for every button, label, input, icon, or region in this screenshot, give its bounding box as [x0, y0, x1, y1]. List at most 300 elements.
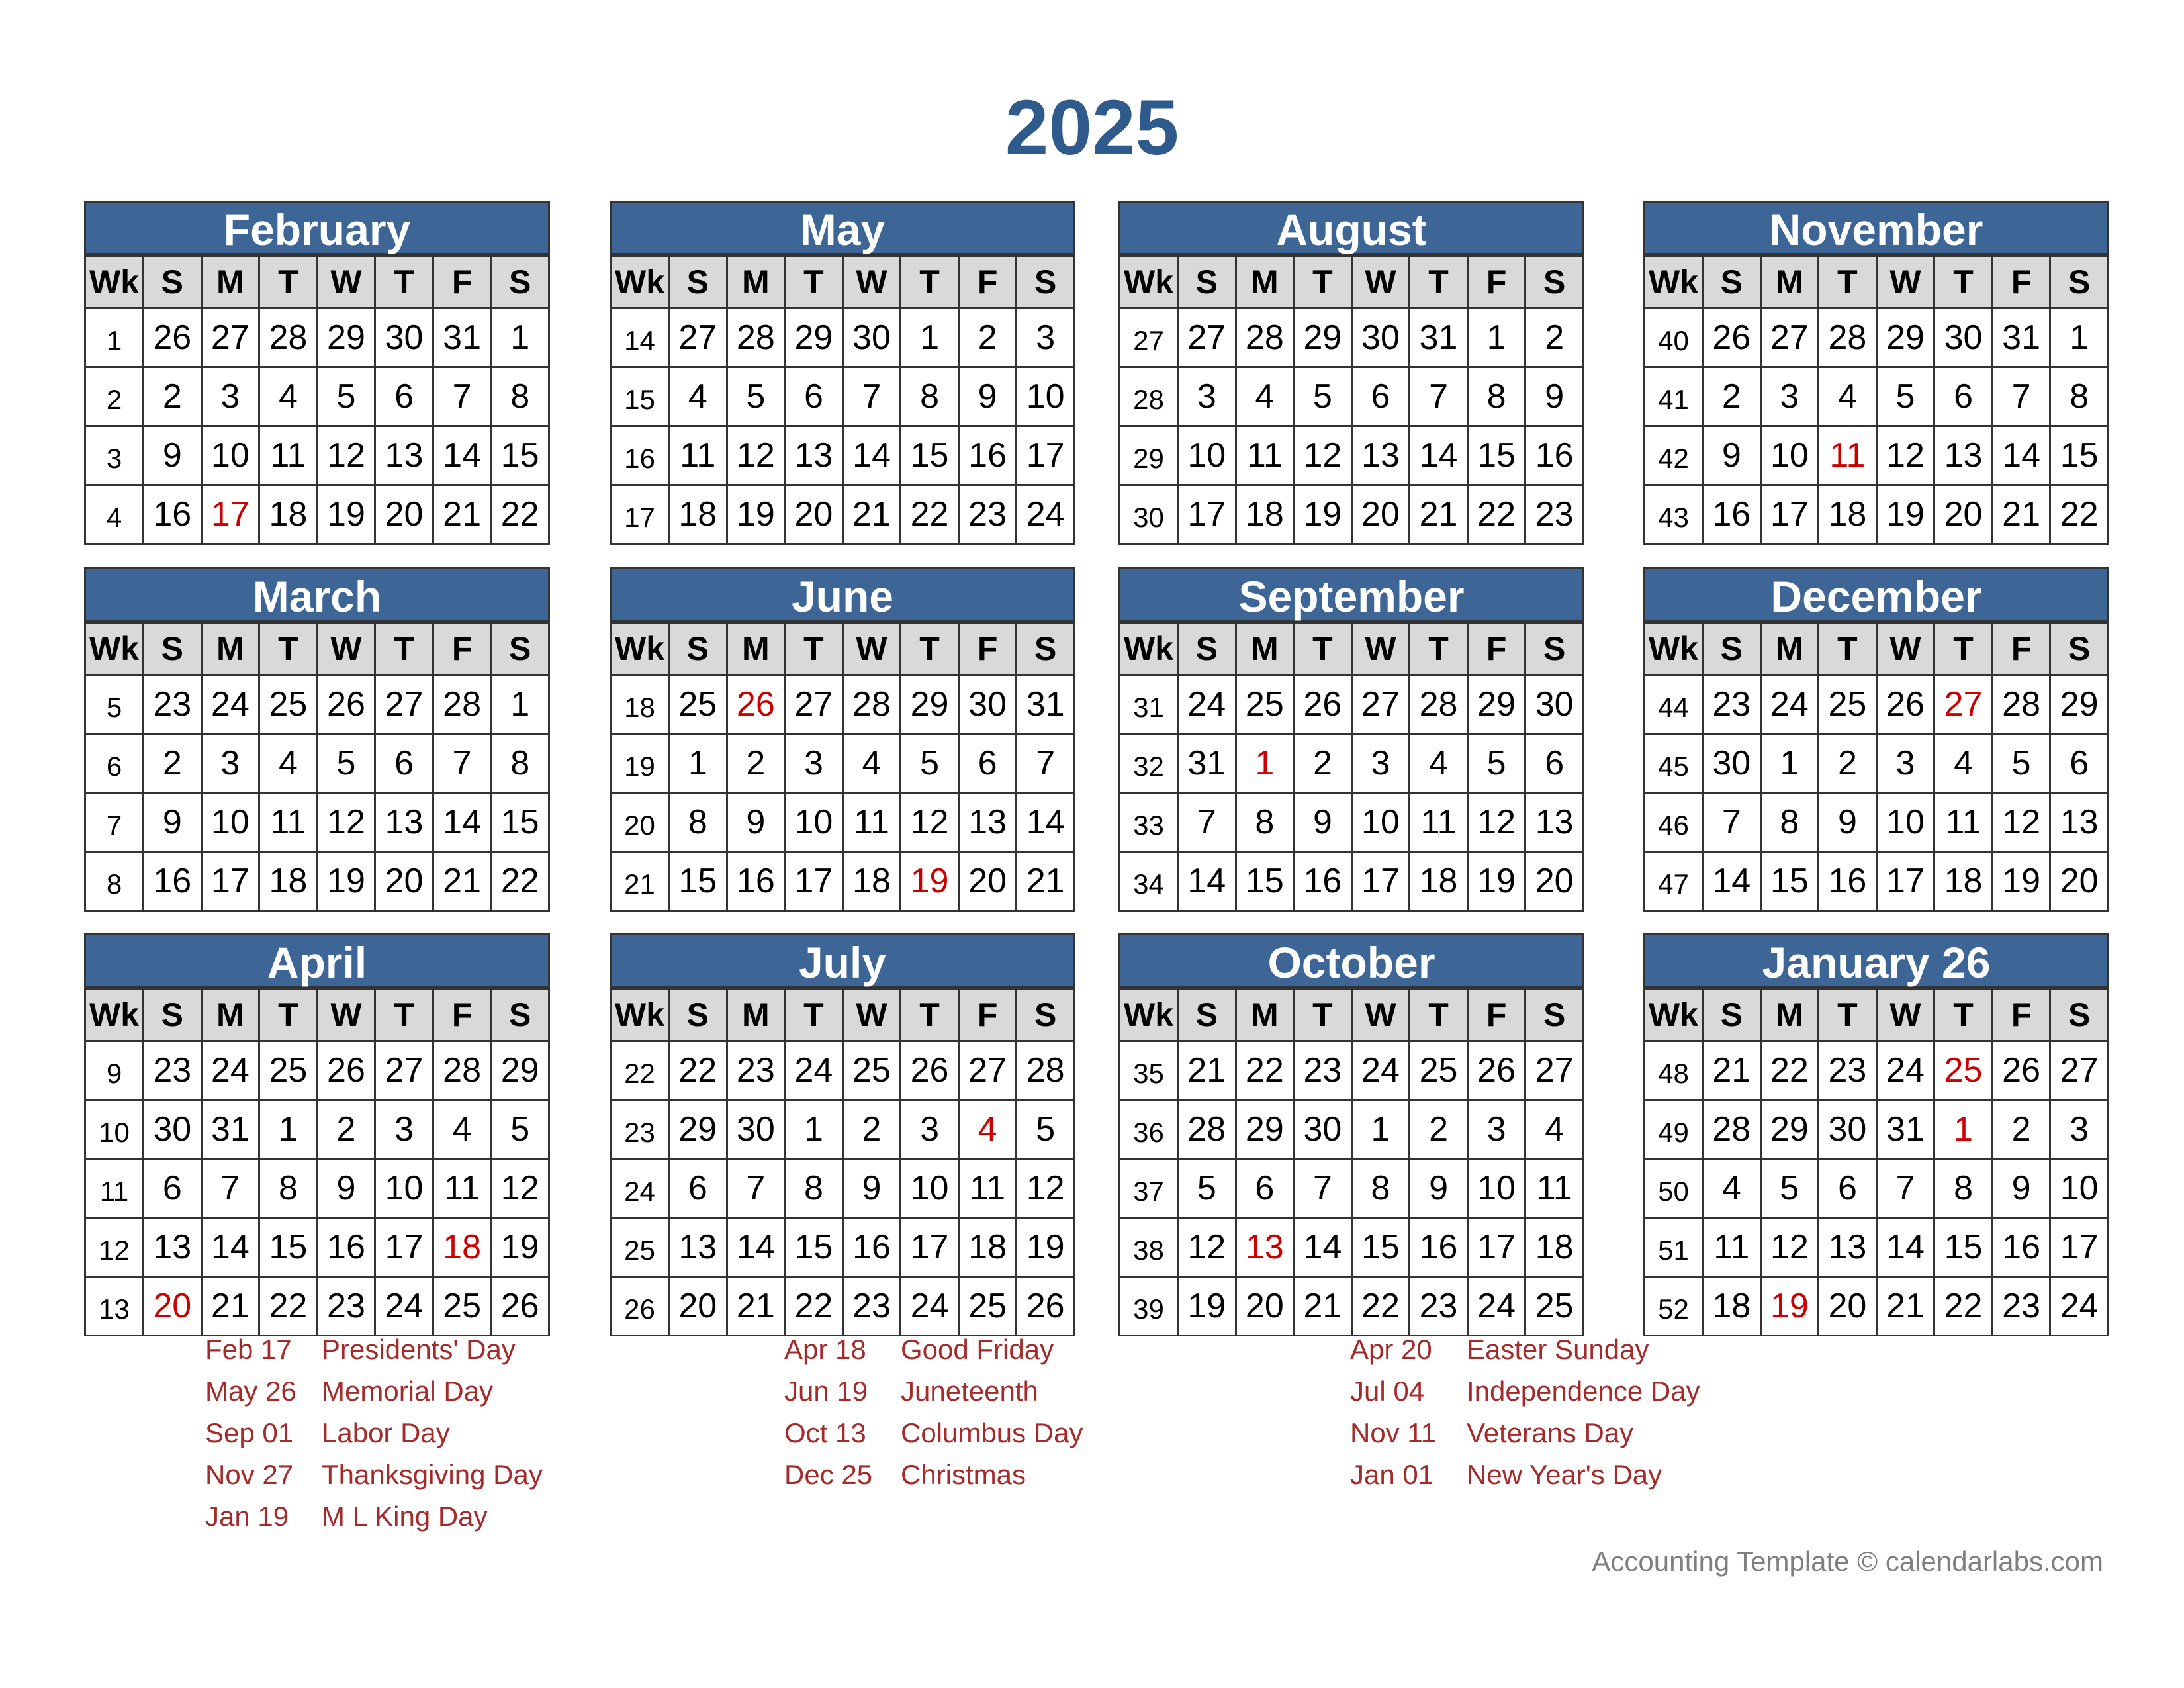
day-cell: 27	[375, 675, 433, 734]
holiday-day-cell: 17	[201, 485, 259, 544]
day-cell: 15	[785, 1218, 843, 1277]
weekday-header: T	[1294, 989, 1352, 1041]
day-cell: 19	[491, 1218, 549, 1277]
day-cell: 5	[1467, 734, 1525, 793]
holiday-day-cell: 26	[727, 675, 785, 734]
day-cell: 3	[2050, 1100, 2109, 1159]
month-name: February	[84, 201, 550, 255]
day-cell: 3	[201, 367, 259, 426]
day-cell: 25	[842, 1041, 901, 1100]
day-cell: 18	[1934, 852, 1993, 911]
day-cell: 30	[1525, 675, 1584, 734]
weekday-header: T	[1410, 256, 1468, 308]
week-number: 33	[1120, 793, 1178, 852]
day-cell: 5	[491, 1100, 549, 1159]
day-cell: 7	[1876, 1159, 1934, 1218]
holiday-item	[784, 1334, 1083, 1376]
day-cell: 9	[1410, 1159, 1468, 1218]
day-cell: 24	[201, 675, 259, 734]
weekday-header: W	[1876, 989, 1934, 1041]
day-cell: 1	[901, 308, 959, 367]
week-number: 37	[1120, 1159, 1178, 1218]
day-cell: 12	[1017, 1159, 1075, 1218]
day-cell: 21	[1410, 485, 1468, 544]
day-cell: 25	[259, 675, 318, 734]
day-cell: 26	[317, 1041, 375, 1100]
weekday-header: T	[1294, 256, 1352, 308]
day-cell: 15	[1236, 852, 1294, 911]
weekday-header: S	[1703, 256, 1761, 308]
day-cell: 20	[375, 485, 433, 544]
month-grid	[84, 622, 550, 912]
holiday-day-cell: 27	[1934, 675, 1993, 734]
day-cell: 13	[958, 793, 1017, 852]
weekday-header: S	[2050, 623, 2109, 675]
week-row	[1120, 1277, 1584, 1336]
day-cell: 22	[669, 1041, 727, 1100]
day-cell: 24	[2050, 1277, 2109, 1336]
day-cell: 9	[317, 1159, 375, 1218]
holiday-name: Easter Sunday	[1467, 1334, 1649, 1365]
day-cell: 6	[375, 367, 433, 426]
week-number: 11	[85, 1159, 144, 1218]
day-cell: 23	[958, 485, 1017, 544]
day-cell: 18	[842, 852, 901, 911]
week-row	[1645, 675, 2109, 734]
month-grid	[1643, 988, 2109, 1336]
day-cell: 22	[1467, 485, 1525, 544]
month-name: January 26	[1643, 933, 2109, 988]
week-row	[611, 367, 1075, 426]
weekday-header: W	[842, 989, 901, 1041]
day-cell: 9	[727, 793, 785, 852]
weekday-header: T	[1294, 623, 1352, 675]
day-cell: 8	[1236, 793, 1294, 852]
day-cell: 31	[1876, 1100, 1934, 1159]
day-cell: 24	[901, 1277, 959, 1336]
day-cell: 12	[901, 793, 959, 852]
day-cell: 17	[1467, 1218, 1525, 1277]
week-number-header: Wk	[1645, 256, 1703, 308]
day-cell: 18	[1819, 485, 1877, 544]
day-cell: 5	[1876, 367, 1934, 426]
day-cell: 27	[1525, 1041, 1584, 1100]
day-cell: 4	[259, 367, 318, 426]
day-cell: 7	[727, 1159, 785, 1218]
day-cell: 20	[375, 852, 433, 911]
week-row	[611, 1218, 1075, 1277]
day-cell: 4	[1525, 1100, 1584, 1159]
day-cell: 15	[259, 1218, 318, 1277]
day-cell: 12	[1760, 1218, 1819, 1277]
day-cell: 12	[1992, 793, 2050, 852]
day-cell: 16	[1819, 852, 1877, 911]
weekday-header: T	[901, 623, 959, 675]
weekday-header: W	[1351, 256, 1410, 308]
day-cell: 22	[1934, 1277, 1993, 1336]
day-cell: 8	[669, 793, 727, 852]
day-cell: 30	[375, 308, 433, 367]
weekday-header: S	[2050, 256, 2109, 308]
week-row	[85, 367, 549, 426]
day-cell: 17	[1760, 485, 1819, 544]
day-cell: 24	[785, 1041, 843, 1100]
week-number-header: Wk	[85, 623, 144, 675]
week-number-header: Wk	[611, 989, 669, 1041]
day-cell: 7	[1992, 367, 2050, 426]
month-block	[84, 567, 550, 912]
holiday-day-cell: 1	[1236, 734, 1294, 793]
holiday-day-cell: 18	[433, 1218, 491, 1277]
day-cell: 15	[491, 793, 549, 852]
day-cell: 1	[669, 734, 727, 793]
day-cell: 12	[1467, 793, 1525, 852]
weekday-header: W	[842, 623, 901, 675]
week-row	[1120, 367, 1584, 426]
week-number: 21	[611, 852, 669, 911]
day-cell: 31	[201, 1100, 259, 1159]
holiday-day-cell: 13	[1236, 1218, 1294, 1277]
day-cell: 9	[144, 426, 202, 485]
weekday-header: M	[727, 623, 785, 675]
day-cell: 30	[727, 1100, 785, 1159]
week-number: 36	[1120, 1100, 1178, 1159]
day-cell: 4	[1703, 1159, 1761, 1218]
holiday-item	[784, 1376, 1083, 1417]
week-number: 25	[611, 1218, 669, 1277]
day-cell: 13	[1934, 426, 1993, 485]
week-number: 18	[611, 675, 669, 734]
day-cell: 25	[1819, 675, 1877, 734]
day-cell: 31	[1992, 308, 2050, 367]
day-cell: 21	[433, 485, 491, 544]
day-cell: 9	[1819, 793, 1877, 852]
day-cell: 22	[1236, 1041, 1294, 1100]
day-cell: 10	[901, 1159, 959, 1218]
weekday-header: M	[1760, 256, 1819, 308]
day-cell: 5	[1017, 1100, 1075, 1159]
day-cell: 23	[1819, 1041, 1877, 1100]
week-row	[1120, 793, 1584, 852]
week-row	[85, 675, 549, 734]
day-cell: 11	[958, 1159, 1017, 1218]
weekday-header: T	[1819, 256, 1877, 308]
day-cell: 18	[1236, 485, 1294, 544]
week-number-header: Wk	[1120, 256, 1178, 308]
weekday-header: T	[259, 623, 318, 675]
day-cell: 15	[669, 852, 727, 911]
month-name: September	[1118, 567, 1584, 622]
day-cell: 29	[1467, 675, 1525, 734]
day-cell: 29	[1236, 1100, 1294, 1159]
week-number: 34	[1120, 852, 1178, 911]
day-cell: 13	[1525, 793, 1584, 852]
weekday-header: T	[1819, 623, 1877, 675]
weekday-header: S	[491, 623, 549, 675]
week-number: 14	[611, 308, 669, 367]
day-cell: 29	[2050, 675, 2109, 734]
holiday-date: Jul 04	[1350, 1376, 1425, 1407]
day-cell: 8	[1351, 1159, 1410, 1218]
week-number: 27	[1120, 308, 1178, 367]
day-cell: 14	[842, 426, 901, 485]
week-number: 35	[1120, 1041, 1178, 1100]
week-number: 8	[85, 852, 144, 911]
weekday-header: S	[491, 256, 549, 308]
week-number-header: Wk	[611, 256, 669, 308]
day-cell: 19	[1992, 852, 2050, 911]
day-cell: 23	[1410, 1277, 1468, 1336]
day-cell: 1	[1351, 1100, 1410, 1159]
holiday-name: New Year's Day	[1467, 1459, 1662, 1490]
week-number-header: Wk	[85, 256, 144, 308]
day-cell: 22	[785, 1277, 843, 1336]
day-cell: 4	[1819, 367, 1877, 426]
month-grid	[610, 988, 1075, 1336]
month-name: April	[84, 933, 550, 988]
day-cell: 5	[1760, 1159, 1819, 1218]
day-cell: 16	[317, 1218, 375, 1277]
day-cell: 25	[1236, 675, 1294, 734]
day-cell: 17	[1351, 852, 1410, 911]
day-cell: 24	[375, 1277, 433, 1336]
day-cell: 18	[1410, 852, 1468, 911]
day-cell: 9	[1294, 793, 1352, 852]
footer-credit: Accounting Template © calendarlabs.com	[1592, 1546, 2103, 1577]
week-number: 50	[1645, 1159, 1703, 1218]
week-number: 13	[85, 1277, 144, 1336]
day-cell: 28	[433, 675, 491, 734]
week-number: 4	[85, 485, 144, 544]
week-number: 10	[85, 1100, 144, 1159]
day-cell: 25	[1525, 1277, 1584, 1336]
day-cell: 3	[1760, 367, 1819, 426]
day-cell: 1	[1760, 734, 1819, 793]
day-cell: 18	[259, 485, 318, 544]
day-cell: 15	[491, 426, 549, 485]
week-row	[1120, 734, 1584, 793]
week-number: 32	[1120, 734, 1178, 793]
day-cell: 2	[1410, 1100, 1468, 1159]
day-cell: 31	[1017, 675, 1075, 734]
day-cell: 12	[317, 793, 375, 852]
day-cell: 24	[1467, 1277, 1525, 1336]
day-cell: 8	[1934, 1159, 1993, 1218]
day-cell: 28	[1992, 675, 2050, 734]
day-cell: 30	[1294, 1100, 1352, 1159]
day-cell: 23	[842, 1277, 901, 1336]
day-cell: 11	[259, 793, 318, 852]
week-row	[1645, 1218, 2109, 1277]
holiday-name: Christmas	[901, 1459, 1026, 1490]
day-cell: 20	[958, 852, 1017, 911]
month-block	[84, 933, 550, 1336]
day-cell: 16	[144, 485, 202, 544]
weekday-header: T	[1934, 989, 1993, 1041]
day-cell: 7	[433, 367, 491, 426]
day-cell: 5	[901, 734, 959, 793]
weekday-header: S	[1703, 989, 1761, 1041]
day-cell: 27	[669, 308, 727, 367]
day-cell: 25	[669, 675, 727, 734]
week-number: 15	[611, 367, 669, 426]
day-cell: 7	[842, 367, 901, 426]
weekday-header: S	[1017, 989, 1075, 1041]
week-number: 48	[1645, 1041, 1703, 1100]
week-row	[85, 1159, 549, 1218]
holiday-item	[1350, 1459, 1700, 1501]
day-cell: 8	[259, 1159, 318, 1218]
day-cell: 2	[144, 367, 202, 426]
weekday-header: W	[1351, 623, 1410, 675]
day-cell: 13	[669, 1218, 727, 1277]
holiday-column	[784, 1334, 1083, 1501]
weekday-header: W	[1876, 256, 1934, 308]
day-cell: 27	[2050, 1041, 2109, 1100]
day-cell: 3	[785, 734, 843, 793]
day-cell: 16	[1410, 1218, 1468, 1277]
week-number: 49	[1645, 1100, 1703, 1159]
day-cell: 22	[2050, 485, 2109, 544]
day-cell: 10	[201, 426, 259, 485]
weekday-header: S	[1178, 989, 1236, 1041]
weekday-header: M	[1236, 623, 1294, 675]
day-cell: 28	[1703, 1100, 1761, 1159]
day-cell: 21	[1992, 485, 2050, 544]
week-row	[85, 426, 549, 485]
day-cell: 10	[785, 793, 843, 852]
week-row	[85, 793, 549, 852]
day-cell: 2	[958, 308, 1017, 367]
holiday-item	[784, 1417, 1083, 1459]
day-cell: 8	[785, 1159, 843, 1218]
week-row	[1645, 734, 2109, 793]
weekday-header: S	[491, 989, 549, 1041]
month-grid	[610, 255, 1075, 545]
day-cell: 11	[1934, 793, 1993, 852]
day-cell: 24	[1760, 675, 1819, 734]
day-cell: 1	[491, 675, 549, 734]
day-cell: 20	[1819, 1277, 1877, 1336]
day-cell: 21	[1703, 1041, 1761, 1100]
week-number: 47	[1645, 852, 1703, 911]
holiday-name: Independence Day	[1467, 1376, 1700, 1407]
weekday-header: S	[1525, 989, 1584, 1041]
day-cell: 8	[491, 367, 549, 426]
weekday-header: S	[1525, 623, 1584, 675]
day-cell: 4	[669, 367, 727, 426]
week-number: 30	[1120, 485, 1178, 544]
day-cell: 26	[1017, 1277, 1075, 1336]
day-cell: 8	[1467, 367, 1525, 426]
day-cell: 14	[1294, 1218, 1352, 1277]
day-cell: 14	[201, 1218, 259, 1277]
week-number: 3	[85, 426, 144, 485]
day-cell: 24	[1876, 1041, 1934, 1100]
day-cell: 27	[958, 1041, 1017, 1100]
week-row	[611, 793, 1075, 852]
day-cell: 28	[433, 1041, 491, 1100]
week-row	[611, 734, 1075, 793]
day-cell: 2	[1525, 308, 1584, 367]
day-cell: 5	[317, 367, 375, 426]
day-cell: 19	[1178, 1277, 1236, 1336]
week-row	[1120, 1100, 1584, 1159]
day-cell: 3	[901, 1100, 959, 1159]
day-cell: 12	[317, 426, 375, 485]
week-number: 44	[1645, 675, 1703, 734]
month-grid	[1643, 255, 2109, 545]
day-cell: 31	[1410, 308, 1468, 367]
day-cell: 29	[317, 308, 375, 367]
week-number: 24	[611, 1159, 669, 1218]
day-cell: 12	[1876, 426, 1934, 485]
weekday-header: T	[375, 989, 433, 1041]
day-cell: 6	[375, 734, 433, 793]
week-number: 46	[1645, 793, 1703, 852]
weekday-header: S	[1178, 623, 1236, 675]
weekday-header: M	[201, 623, 259, 675]
day-cell: 16	[144, 852, 202, 911]
day-cell: 18	[1703, 1277, 1761, 1336]
month-block	[1118, 567, 1584, 912]
day-cell: 9	[1992, 1159, 2050, 1218]
day-cell: 26	[317, 675, 375, 734]
day-cell: 1	[785, 1100, 843, 1159]
day-cell: 27	[375, 1041, 433, 1100]
day-cell: 26	[1703, 308, 1761, 367]
day-cell: 10	[2050, 1159, 2109, 1218]
weekday-header: T	[1819, 989, 1877, 1041]
week-number-header: Wk	[611, 623, 669, 675]
day-cell: 26	[1467, 1041, 1525, 1100]
weekday-header: F	[433, 256, 491, 308]
day-cell: 6	[669, 1159, 727, 1218]
day-cell: 12	[727, 426, 785, 485]
day-cell: 30	[1351, 308, 1410, 367]
holiday-item	[205, 1334, 543, 1376]
day-cell: 11	[259, 426, 318, 485]
week-row	[1120, 426, 1584, 485]
day-cell: 14	[1876, 1218, 1934, 1277]
weekday-header: T	[785, 256, 843, 308]
holiday-column	[1350, 1334, 1700, 1501]
holiday-name: Good Friday	[901, 1334, 1054, 1365]
week-row	[1645, 308, 2109, 367]
day-cell: 11	[842, 793, 901, 852]
week-row	[1120, 485, 1584, 544]
day-cell: 14	[1017, 793, 1075, 852]
week-row	[611, 1041, 1075, 1100]
day-cell: 17	[2050, 1218, 2109, 1277]
day-cell: 29	[1760, 1100, 1819, 1159]
weekday-header: W	[1876, 623, 1934, 675]
day-cell: 13	[785, 426, 843, 485]
weekday-header: W	[842, 256, 901, 308]
day-cell: 19	[317, 852, 375, 911]
month-grid	[1118, 622, 1584, 912]
day-cell: 21	[1178, 1041, 1236, 1100]
day-cell: 30	[958, 675, 1017, 734]
day-cell: 16	[727, 852, 785, 911]
day-cell: 3	[1017, 308, 1075, 367]
day-cell: 20	[1236, 1277, 1294, 1336]
week-number: 1	[85, 308, 144, 367]
week-row	[1645, 367, 2109, 426]
day-cell: 2	[842, 1100, 901, 1159]
week-row	[1645, 852, 2109, 911]
day-cell: 25	[259, 1041, 318, 1100]
